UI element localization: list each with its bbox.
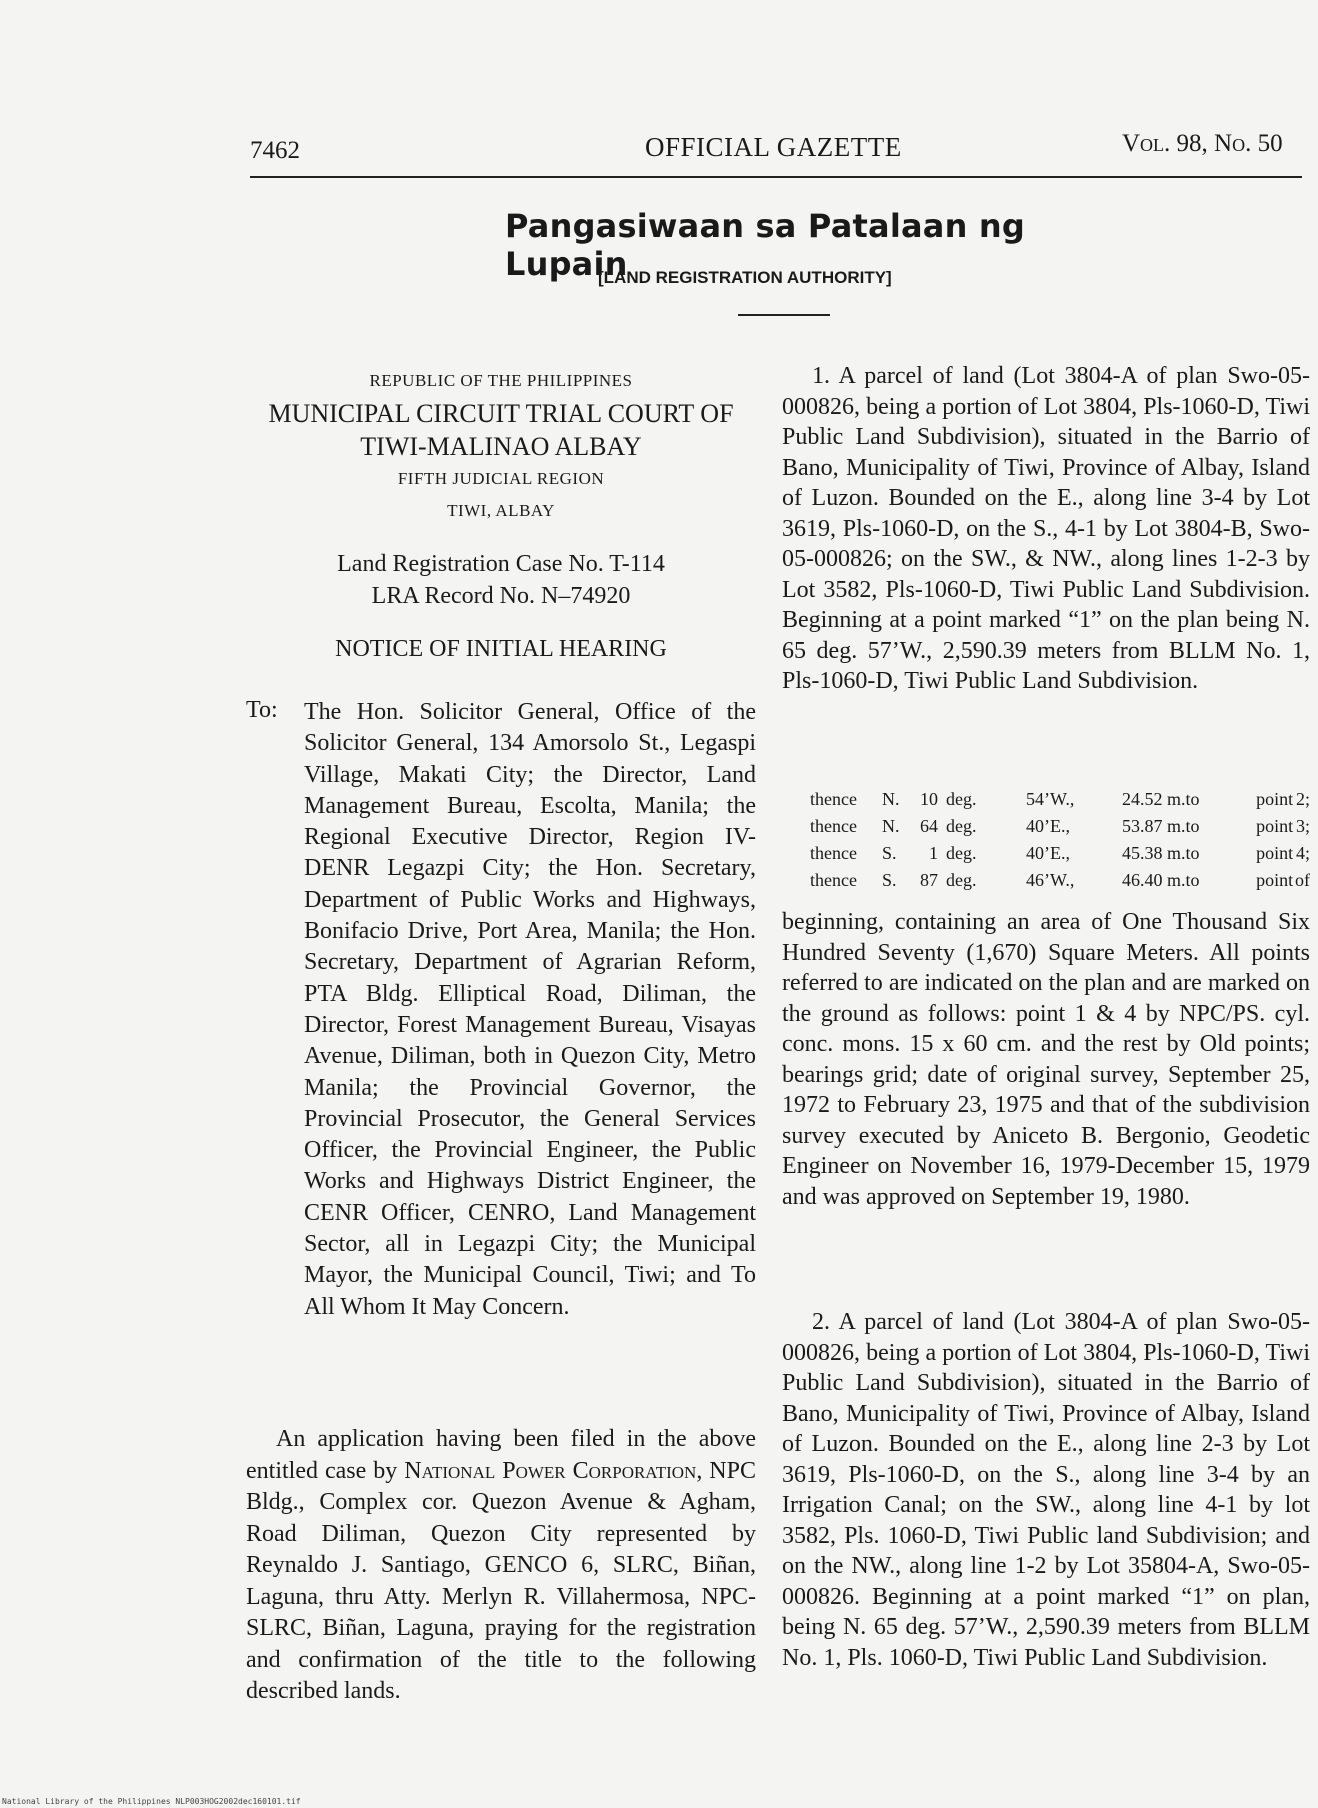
court-block <box>250 365 752 527</box>
application-text-before: An application having been filed in the above entitled case by <box>246 1426 756 1484</box>
title-rule <box>738 314 830 316</box>
bearing-to: to <box>1185 843 1200 863</box>
bearing-dir: S. <box>882 843 897 863</box>
bearing-end: of <box>1295 870 1310 890</box>
application-paragraph <box>246 1424 756 1708</box>
notice-heading: NOTICE OF INITIAL HEARING <box>335 636 667 662</box>
court-location: TIWI, ALBAY <box>447 501 555 520</box>
volume-number: Vol. 98, No. 50 <box>1122 130 1283 157</box>
bearing-dir: S. <box>882 870 897 890</box>
bearing-dir: N. <box>882 789 900 809</box>
parcel-1-description: 1. A parcel of land (Lot 3804-A of plan Swo-05-000826, being a portion of Lot 3804, Pls-1060-D, Tiwi Public Land Subdivision), situated in the Barrio of Bano, Municipality of Tiwi, Province of Albay, Island of Luzon. Bounded on the E., along line 3-4 by Lot 3619, Pls-1060-D, on the S., 4-1 by Lot 3804-B, Swo-05-000826; on the SW., & NW., along lines 1-2-3 by Lot 3582, Pls-1060-D, Tiwi Public Land Subdivision. Beginning at a point marked “1” on the plan being N. 65 deg. 57’W., 2,590.39 meters from BLLM No. 1, Pls-1060-D, Tiwi Public Land Subdivision. <box>782 363 1310 694</box>
bearing-dir: N. <box>882 816 900 836</box>
bearing-end: 2; <box>1295 789 1310 809</box>
applicant-name: National Power Corporation <box>404 1457 697 1484</box>
bearing-dist: 46.40 m. <box>1122 870 1186 890</box>
bearing-deg: 1 <box>929 843 938 863</box>
bearing-point: point <box>1256 789 1294 809</box>
bearing-row <box>810 813 1310 840</box>
gazette-title: OFFICIAL GAZETTE <box>645 132 902 162</box>
bearing-deg-label: deg. <box>946 843 977 863</box>
bearing-word: thence <box>810 843 857 863</box>
page-number: 7462 <box>250 137 300 164</box>
court-name-line1: MUNICIPAL CIRCUIT TRIAL COURT OF <box>268 399 734 428</box>
lra-record-number: LRA Record No. N–74920 <box>371 583 631 609</box>
bearing-dist: 53.87 m. <box>1122 816 1186 836</box>
bearing-deg-label: deg. <box>946 816 977 836</box>
bearing-word: thence <box>810 870 857 890</box>
bearing-deg: 10 <box>920 789 938 809</box>
case-block <box>250 548 752 612</box>
bearing-point: point <box>1256 816 1294 836</box>
bearing-bearing: 40’E., <box>1026 816 1070 836</box>
bearing-dist: 45.38 m. <box>1122 843 1186 863</box>
bearings-table <box>810 786 1310 894</box>
bearing-to: to <box>1185 816 1200 836</box>
bearing-point: point <box>1256 843 1294 863</box>
parcel-1-continuation: beginning, containing an area of One Thousand Six Hundred Seventy (1,670) Square Meters. All points referred to are indicated on the plan and are marked on the ground as follows: point 1 & 4 by NPC/PS. cyl. conc. mons. 15 x 60 cm. and the rest by Old points; bearings grid; date of original survey, September 25, 1972 to February 23, 1975 and that of the subdivision survey executed by Aniceto B. Bergonio, Geodetic Engineer on November 16, 1979-December 15, 1979 and was approved on September 19, 1980. <box>782 909 1310 1210</box>
bearing-end: 4; <box>1295 843 1310 863</box>
bearing-bearing: 54’W., <box>1026 789 1075 809</box>
bearing-word: thence <box>810 789 857 809</box>
bearing-row <box>810 786 1310 813</box>
bearing-bearing: 40’E., <box>1026 843 1070 863</box>
bearing-to: to <box>1185 870 1200 890</box>
parcel-2-description: 2. A parcel of land (Lot 3804-A of plan Swo-05-000826, being a portion of Lot 3804, Pls-1060-D, Tiwi Public Land Subdivision), situated in the Barrio of Bano, Municipality of Tiwi, Province of Albay, Island of Luzon. Bounded on the E., along line 2-3 by Lot 3619, Pls-1060-D, on the S., along line 3-4 by an Irrigation Canal; on the SW., along line 4-1 by lot 3582, Pls. 1060-D, Tiwi Public land Subdivision; and on the NW., along line 1-2 by Lot 35804-A, Swo-05-000826. Beginning at a point marked “1” on plan, being N. 65 deg. 57’W., 2,590.39 meters from BLLM No. 1, Pls. 1060-D, Tiwi Public Land Subdivision. <box>782 1309 1310 1671</box>
judicial-region: FIFTH JUDICIAL REGION <box>397 469 605 488</box>
bearing-row <box>810 867 1310 894</box>
addressee-list: The Hon. Solicitor General, Office of the Solicitor General, 134 Amorsolo St., Legaspi Village, Makati City; the Director, Land Management Bureau, Escolta, Manila; the Regional Executive Director, Region IV-DENR Legazpi City; the Hon. Secretary, Department of Public Works and Highways, Bonifacio Drive, Port Area, Manila; the Hon. Secretary, Department of Agrarian Reform, PTA Bldg. Elliptical Road, Diliman, the Director, Forest Management Bureau, Visayas Avenue, Diliman, both in Quezon City, Metro Manila; the Provincial Governor, the Provincial Prosecutor, the General Services Officer, the Provincial Engineer, the Public Works and Highways District Engineer, the CENR Officer, CENRO, Land Management Sector, all in Legazpi City; the Municipal Mayor, the Municipal Council, Tiwi; and To All Whom It May Concern. <box>304 699 756 1320</box>
header-rule <box>250 176 1302 178</box>
bearing-end: 3; <box>1295 816 1310 836</box>
bearing-bearing: 46’W., <box>1026 870 1075 890</box>
bearing-row <box>810 840 1310 867</box>
court-name-line2: TIWI-MALINAO ALBAY <box>360 432 642 461</box>
bearing-point: point <box>1256 870 1294 890</box>
agency-subtitle: [LAND REGISTRATION AUTHORITY] <box>598 268 892 287</box>
application-text-after: , NPC Bldg., Complex cor. Quezon Avenue & Agham, Road Diliman, Quezon City represented by Reynaldo J. Santiago, GENCO 6, SLRC, Biñan, Laguna, thru Atty. Merlyn R. Villahermosa, NPC-SLRC, Biñan, Laguna, praying for the registration and confirmation of the title to the following described lands. <box>246 1457 756 1704</box>
bearing-dist: 24.52 m. <box>1122 789 1186 809</box>
bearing-deg: 64 <box>920 816 938 836</box>
agency-title: Pangasiwaan sa Patalaan ng Lupain <box>505 207 1025 283</box>
case-number: Land Registration Case No. T-114 <box>337 551 665 577</box>
bearing-deg: 87 <box>920 870 938 890</box>
bearing-to: to <box>1185 789 1200 809</box>
bearing-word: thence <box>810 816 857 836</box>
library-footer: National Library of the Philippines NLP003HOG2002dec160101.tif <box>2 1797 301 1806</box>
bearing-deg-label: deg. <box>946 789 977 809</box>
to-label: To: <box>246 697 278 723</box>
republic-line: REPUBLIC OF THE PHILIPPINES <box>369 371 633 390</box>
bearing-deg-label: deg. <box>946 870 977 890</box>
